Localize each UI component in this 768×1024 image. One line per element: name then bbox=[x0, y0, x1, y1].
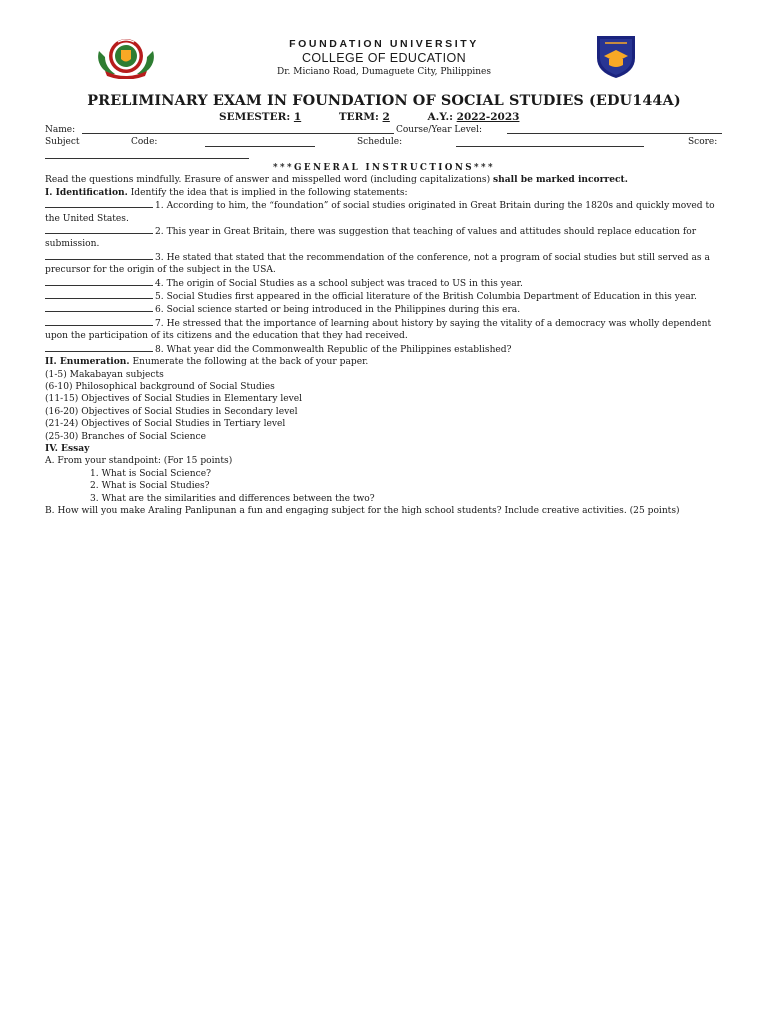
ay-label: A.Y.: bbox=[427, 111, 453, 123]
enumeration-item: (16-20) Objectives of Social Studies in Secondary level bbox=[45, 406, 298, 417]
code-field[interactable] bbox=[205, 146, 315, 147]
enumeration-item: (6-10) Philosophical background of Social Studies bbox=[45, 381, 275, 392]
essay-a-item: 1. What is Social Science? bbox=[90, 468, 211, 479]
ay-value: 2022-2023 bbox=[456, 111, 520, 123]
course-label: Course/Year Level: bbox=[396, 125, 483, 135]
answer-blank[interactable] bbox=[45, 225, 153, 234]
code-label: Code: bbox=[131, 137, 158, 147]
answer-blank[interactable] bbox=[45, 277, 153, 286]
identification-item: 6. Social science started or being introduced in the Philippines during this era. bbox=[45, 303, 723, 316]
answer-blank[interactable] bbox=[45, 343, 153, 352]
name-field[interactable] bbox=[82, 133, 394, 134]
semester-label: SEMESTER: bbox=[219, 111, 291, 123]
exam-title: PRELIMINARY EXAM IN FOUNDATION OF SOCIAL STUDIES (EDU144A) bbox=[87, 92, 681, 109]
term-value: 2 bbox=[382, 111, 390, 123]
general-instructions-heading: ***GENERAL INSTRUCTIONS*** bbox=[272, 163, 496, 173]
part4-heading: IV. Essay bbox=[45, 442, 90, 454]
part1-heading: I. Identification. Identify the idea that is implied in the following statements: bbox=[45, 186, 408, 198]
subject-field[interactable] bbox=[45, 158, 249, 159]
essay-a-item: 3. What are the similarities and differences between the two? bbox=[90, 493, 375, 504]
answer-blank[interactable] bbox=[45, 290, 153, 299]
identification-item: 1. According to him, the “foundation” of social studies originated in Great Britain during the 1820s and quickly moved to the United States. bbox=[45, 201, 715, 224]
address: Dr. Miciano Road, Dumaguete City, Philippines bbox=[277, 67, 491, 77]
identification-item: 7. He stressed that the importance of learning about history by saying the vitality of a democracy was wholly dependent upon the participation of its citizens and the education that they had received. bbox=[45, 318, 712, 342]
identification-item: 5. Social Studies first appeared in the official literature of the British Columbia Department of Education in this year. bbox=[45, 290, 723, 303]
college-name: COLLEGE OF EDUCATION bbox=[301, 51, 467, 65]
identification-item: 4. The origin of Social Studies as a school subject was traced to US in this year. bbox=[45, 277, 723, 290]
essay-a-item: 2. What is Social Studies? bbox=[90, 481, 210, 492]
identification-item: 8. What year did the Commonwealth Republic of the Philippines established? bbox=[45, 343, 723, 356]
identification-item: 2. This year in Great Britain, there was suggestion that teaching of values and attitudes should replace education for submission. bbox=[45, 227, 697, 250]
enumeration-item: (25-30) Branches of Social Science bbox=[45, 431, 207, 442]
answer-blank[interactable] bbox=[45, 317, 153, 326]
enumeration-item: (21-24) Objectives of Social Studies in Tertiary level bbox=[45, 419, 286, 430]
answer-blank[interactable] bbox=[45, 251, 153, 260]
semester-value: 1 bbox=[293, 111, 302, 123]
essay-b: B. How will you make Araling Panlipunan a fun and engaging subject for the high school students? Include creative activities. (25 points) bbox=[45, 505, 680, 516]
schedule-label: Schedule: bbox=[357, 137, 403, 147]
term-row bbox=[219, 111, 519, 124]
general-instructions: Read the questions mindfully. Erasure of answer and misspelled word (including capitalizations) shall be marked incorrect. bbox=[45, 174, 628, 186]
answer-blank[interactable] bbox=[45, 303, 153, 312]
name-label: Name: bbox=[45, 125, 76, 135]
part2-heading: II. Enumeration. Enumerate the following at the back of your paper. bbox=[45, 356, 369, 368]
answer-blank[interactable] bbox=[45, 199, 153, 208]
identification-item: 3. He stated that stated that the recommendation of the conference, not a program of social studies but still served as a precursor for the origin of the subject in the USA. bbox=[45, 252, 710, 276]
enumeration-item: (11-15) Objectives of Social Studies in Elementary level bbox=[45, 394, 303, 405]
exam-body bbox=[45, 162, 723, 517]
document-header bbox=[0, 38, 768, 79]
schedule-field[interactable] bbox=[456, 146, 644, 147]
enumeration-item: (1-5) Makabayan subjects bbox=[45, 369, 164, 380]
essay-a-intro: A. From your standpoint: (For 15 points) bbox=[45, 456, 233, 467]
score-label: Score: bbox=[688, 137, 718, 147]
term-label: TERM: bbox=[338, 111, 379, 123]
course-field[interactable] bbox=[507, 133, 722, 134]
subject-label: Subject bbox=[45, 137, 80, 147]
university-name: FOUNDATION UNIVERSITY bbox=[289, 38, 479, 50]
